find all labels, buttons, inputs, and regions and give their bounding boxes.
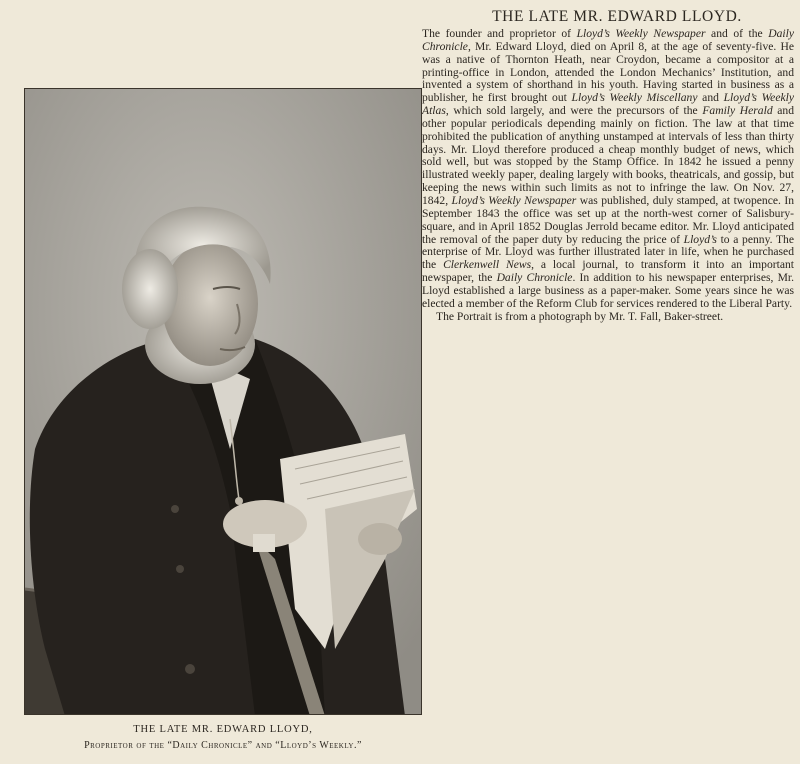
italic-title: Lloyd’s Weekly Newspaper xyxy=(576,27,706,40)
italic-title: Lloyd’s Weekly Miscellany xyxy=(571,91,698,105)
text-run: and of the xyxy=(705,27,769,40)
text-run: , a local journal, to transform it into an important newspaper, the xyxy=(422,258,795,285)
text-run: was published, duly stamped, at twopence. In September 1843 the office was set up at the north-west corner of Salisbury-square, and in April 1852 Douglas Jerrold became editor. Mr. Lloyd anticipated the removal of the paper duty by reducing the price of xyxy=(422,193,794,246)
italic-title: Daily Chronicle xyxy=(496,271,573,285)
italic-title: Clerkenwell News xyxy=(443,258,532,272)
text-run: to a penny. The enterprise of Mr. Lloyd was further illustrated later in life, when he purchased the xyxy=(422,232,794,272)
text-run: and xyxy=(697,91,724,105)
article-title: THE LATE MR. EDWARD LLOYD. xyxy=(492,8,742,25)
italic-title: Lloyd’s Weekly Newspaper xyxy=(451,193,577,207)
italic-title: Lloyd’s xyxy=(683,232,717,246)
portrait-photograph xyxy=(24,88,422,715)
caption-subtitle: Proprietor of the “Daily Chronicle” and “Lloyd’s Weekly.” xyxy=(84,740,362,751)
article-paragraph-1 xyxy=(422,28,794,311)
italic-title: Daily Chronicle xyxy=(422,27,795,53)
text-run: The founder and proprietor of xyxy=(422,27,577,40)
text-run: , Mr. Edward Lloyd, died on April 8, at the age of seventy-five. He was a native of Thornton Heath, near Croydon, became a compositor at a printing-office in London, attended the London Mechanics’ Institution, and invented a system of shorthand in his youth. Having started in business as a publisher, he first brought out xyxy=(422,39,794,105)
text-run: and other popular periodicals depending mainly on fiction. The law at that time prohibited the publication of anything unstamped at intervals of less than thirty days. Mr. Lloyd therefore produced a cheap monthly budget of news, which sold well, but was stopped by the Stamp Office. In 1842 he issued a penny illustrated weekly paper, dealing largely with books, theatricals, and gossip, but keeping the news within such limits as not to infringe the law. On Nov. 27, 1842, xyxy=(422,104,794,207)
article-body xyxy=(422,28,794,323)
italic-title: Family Herald xyxy=(702,104,773,118)
portrait-illustration xyxy=(25,89,422,715)
italic-title: Lloyd’s Weekly Atlas xyxy=(422,91,794,118)
text-run: , which sold largely, and were the precursors of the xyxy=(445,104,703,118)
caption-title: THE LATE MR. EDWARD LLOYD, xyxy=(133,724,313,735)
article-paragraph-2: The Portrait is from a photograph by Mr. T. Fall, Baker-street. xyxy=(436,309,724,323)
text-run: . In addition to his newspaper enterprises, Mr. Lloyd established a large business as a paper-maker. Some years since he was elected a member of the Reform Club for services rendered to the Liberal Party. xyxy=(422,271,794,310)
